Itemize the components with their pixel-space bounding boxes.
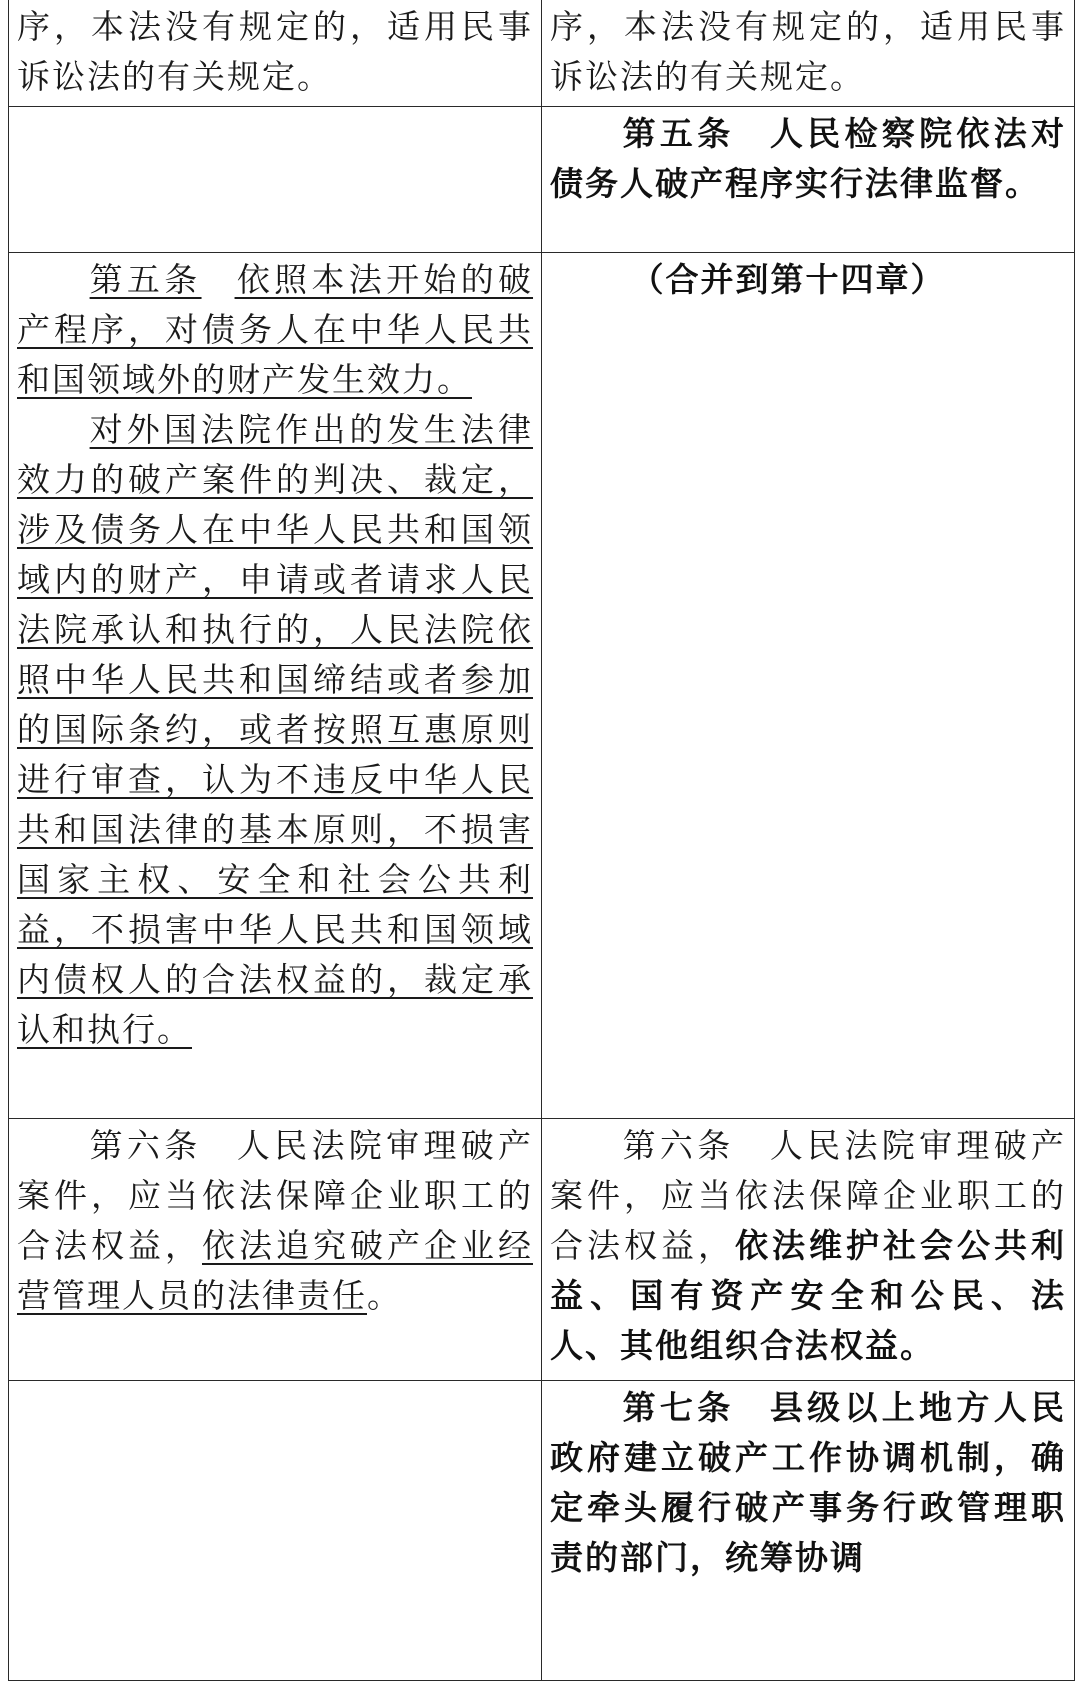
new-article-paragraph: [550, 109, 1066, 209]
new-text-cell: [542, 107, 1075, 253]
table-row: [9, 107, 1075, 253]
article-body: 对外国法院作出的发生法律效力的破产案件的判决、裁定，涉及债务人在中华人民共和国领域内的财产，申请或者请求人民法院承认和执行的，人民法院依照中华人民共和国缔结或者参加的国际条约，或者按照互惠原则进行审查，认为不违反中华人民共和国法律的基本原则，不损害国家主权、安全和社会公共利益，不损害中华人民共和国领域内债权人的合法权益的，裁定承认和执行。: [17, 410, 533, 1049]
old-text-cell: [9, 253, 542, 1119]
new-text-paragraph: 序，本法没有规定的，适用民事诉讼法的有关规定。: [550, 7, 1066, 96]
article-body: 人民检察院依法对债务人破产程序实行法律监督。: [550, 114, 1067, 203]
article-title: 第六条: [89, 1126, 202, 1165]
table-row: [9, 253, 1075, 1119]
old-article-paragraph: [17, 1121, 533, 1321]
article-title: 第六条: [622, 1126, 735, 1165]
table-row: [9, 0, 1075, 107]
article-body: 县级以上地方人民政府建立破产工作协调机制，确定牵头履行破产事务行政管理职责的部门，统筹协调: [550, 1388, 1067, 1577]
table-row: [9, 1119, 1075, 1381]
article-title: 第七条: [622, 1388, 735, 1427]
table-row: [9, 1381, 1075, 1681]
comparison-table: [8, 0, 1075, 1681]
article-title: 第五条: [89, 260, 202, 299]
old-text-cell-empty: [9, 107, 542, 253]
new-text-cell: [542, 1119, 1075, 1381]
new-text-cell: [542, 253, 1075, 1119]
article-end: 。: [367, 1276, 402, 1315]
new-text-cell: [542, 0, 1075, 107]
old-text-cell-empty: [9, 1381, 542, 1681]
added-clause: 依法维护社会公共利益、国有资产安全和公民、法人、其他组织合法权益。: [550, 1226, 1066, 1365]
merge-note: （合并到第十四章）: [630, 260, 946, 299]
old-text-cell: [9, 1119, 542, 1381]
old-article-paragraph: [17, 255, 533, 405]
old-text-cell: [9, 0, 542, 107]
new-text-cell: [542, 1381, 1075, 1681]
article-body: 人民法院审理破产案件，应当依法保障企业职工的合法权益，: [17, 1126, 534, 1265]
new-article-paragraph: [550, 1383, 1066, 1583]
article-body: 人民法院审理破产案件，应当依法保障企业职工的合法权益，: [550, 1126, 1067, 1265]
old-text-paragraph: 序，本法没有规定的，适用民事诉讼法的有关规定。: [17, 7, 533, 96]
new-article-paragraph: [550, 1121, 1066, 1371]
article-body: 依照本法开始的破产程序，对债务人在中华人民共和国领域外的财产发生效力。: [17, 260, 534, 399]
deleted-clause: 依法追究破产企业经营管理人员的法律责任: [17, 1226, 533, 1315]
old-article-paragraph-2: [17, 405, 533, 1055]
article-title: 第五条: [622, 114, 735, 153]
